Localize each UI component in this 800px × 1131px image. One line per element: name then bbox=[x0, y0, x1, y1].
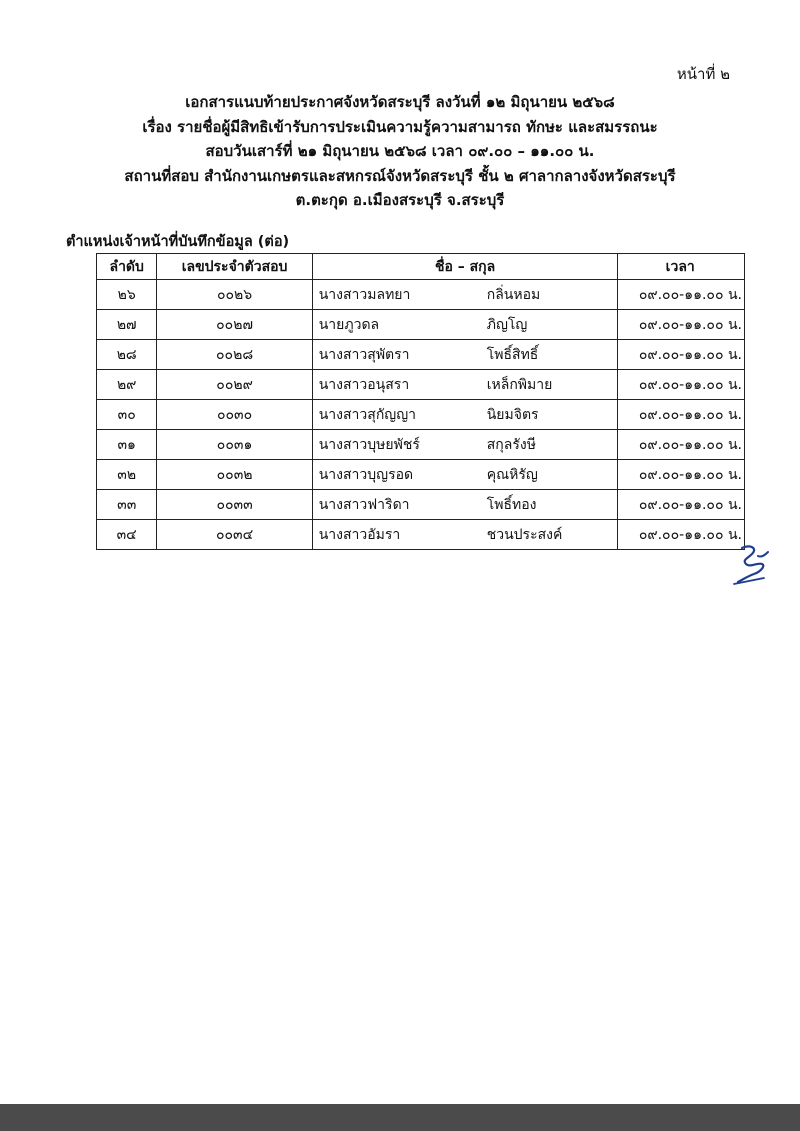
row-exam-id: ๐๐๒๗ bbox=[157, 310, 312, 340]
row-time: ๐๙.๐๐-๑๑.๐๐ น. bbox=[618, 460, 745, 490]
row-last-name: ภิญโญ bbox=[486, 316, 528, 333]
signature-icon bbox=[728, 540, 776, 588]
table-row bbox=[97, 280, 745, 310]
row-exam-id: ๐๐๒๙ bbox=[157, 370, 312, 400]
row-exam-id: ๐๐๓๓ bbox=[157, 490, 312, 520]
row-last-name: กลิ่นหอม bbox=[486, 286, 541, 303]
table-row bbox=[97, 400, 745, 430]
row-time: ๐๙.๐๐-๑๑.๐๐ น. bbox=[618, 310, 745, 340]
row-index: ๒๖ bbox=[97, 280, 157, 310]
table-row bbox=[97, 490, 745, 520]
row-last-name: นิยมจิตร bbox=[486, 406, 539, 423]
row-first-name: นางสาวอัมรา bbox=[318, 526, 401, 543]
header-line-5: ต.ตะกุด อ.เมืองสระบุรี จ.สระบุรี bbox=[295, 191, 505, 209]
row-index: ๓๐ bbox=[97, 400, 157, 430]
row-last-name: ชวนประสงค์ bbox=[486, 526, 563, 543]
position-title: ตำแหน่งเจ้าหน้าที่บันทึกข้อมูล (ต่อ) bbox=[66, 234, 290, 250]
row-last-name: คุณหิรัญ bbox=[486, 466, 538, 483]
row-index: ๒๙ bbox=[97, 370, 157, 400]
row-time: ๐๙.๐๐-๑๑.๐๐ น. bbox=[618, 400, 745, 430]
row-first-name: นางสาวสุกัญญา bbox=[318, 406, 417, 423]
row-time: ๐๙.๐๐-๑๑.๐๐ น. bbox=[618, 490, 745, 520]
column-header-time: เวลา bbox=[618, 254, 745, 280]
row-name bbox=[312, 430, 618, 460]
row-name bbox=[312, 370, 618, 400]
row-name bbox=[312, 520, 618, 550]
row-first-name: นางสาวบุษยพัชร์ bbox=[318, 436, 420, 453]
candidate-table bbox=[96, 253, 745, 550]
row-last-name: โพธิ์ทอง bbox=[486, 496, 537, 513]
row-first-name: นางสาวอนุสรา bbox=[318, 376, 410, 393]
page-number: หน้าที่ ๒ bbox=[676, 65, 730, 83]
row-exam-id: ๐๐๓๐ bbox=[157, 400, 312, 430]
row-first-name: นายภูวดล bbox=[318, 316, 380, 333]
row-exam-id: ๐๐๓๑ bbox=[157, 430, 312, 460]
row-index: ๓๓ bbox=[97, 490, 157, 520]
row-name bbox=[312, 400, 618, 430]
row-first-name: นางสาวสุพัตรา bbox=[318, 346, 410, 363]
row-time: ๐๙.๐๐-๑๑.๐๐ น. bbox=[618, 280, 745, 310]
row-index: ๓๑ bbox=[97, 430, 157, 460]
row-name bbox=[312, 460, 618, 490]
table-row bbox=[97, 520, 745, 550]
table-row bbox=[97, 310, 745, 340]
row-first-name: นางสาวบุญรอด bbox=[318, 466, 414, 483]
header-line-4: สถานที่สอบ สำนักงานเกษตรและสหกรณ์จังหวัดสระบุรี ชั้น ๒ ศาลากลางจังหวัดสระบุรี bbox=[124, 166, 676, 185]
table-row bbox=[97, 430, 745, 460]
row-exam-id: ๐๐๒๘ bbox=[157, 340, 312, 370]
row-last-name: เหล็กพิมาย bbox=[486, 376, 553, 393]
row-time: ๐๙.๐๐-๑๑.๐๐ น. bbox=[618, 340, 745, 370]
row-last-name: โพธิ์สิทธิ์ bbox=[486, 346, 539, 363]
header-line-2: เรื่อง รายชื่อผู้มีสิทธิเข้ารับการประเมินความรู้ความสามารถ ทักษะ และสมรรถนะ bbox=[142, 117, 658, 136]
row-name bbox=[312, 490, 618, 520]
row-index: ๓๔ bbox=[97, 520, 157, 550]
row-exam-id: ๐๐๒๖ bbox=[157, 280, 312, 310]
row-exam-id: ๐๐๓๔ bbox=[157, 520, 312, 550]
scan-edge-bar bbox=[0, 1104, 800, 1131]
row-time: ๐๙.๐๐-๑๑.๐๐ น. bbox=[618, 520, 745, 550]
row-name bbox=[312, 340, 618, 370]
row-exam-id: ๐๐๓๒ bbox=[157, 460, 312, 490]
row-name bbox=[312, 280, 618, 310]
row-index: ๒๗ bbox=[97, 310, 157, 340]
row-time: ๐๙.๐๐-๑๑.๐๐ น. bbox=[618, 370, 745, 400]
row-name bbox=[312, 310, 618, 340]
table-row bbox=[97, 340, 745, 370]
column-header-exam-id: เลขประจำตัวสอบ bbox=[157, 254, 312, 280]
row-index: ๓๒ bbox=[97, 460, 157, 490]
document-header bbox=[0, 90, 800, 213]
column-header-index: ลำดับ bbox=[97, 254, 157, 280]
row-first-name: นางสาวฟาริดา bbox=[318, 496, 410, 513]
table-row bbox=[97, 370, 745, 400]
header-line-3: สอบวันเสาร์ที่ ๒๑ มิถุนายน ๒๕๖๘ เวลา ๐๙.๐๐ – ๑๑.๐๐ น. bbox=[205, 142, 595, 160]
row-index: ๒๘ bbox=[97, 340, 157, 370]
row-time: ๐๙.๐๐-๑๑.๐๐ น. bbox=[618, 430, 745, 460]
row-last-name: สกุลรังษี bbox=[486, 436, 536, 453]
header-line-1: เอกสารแนบท้ายประกาศจังหวัดสระบุรี ลงวันที่ ๑๒ มิถุนายน ๒๕๖๘ bbox=[185, 93, 615, 111]
table-row bbox=[97, 460, 745, 490]
table-header-row bbox=[97, 254, 745, 280]
row-first-name: นางสาวมลทยา bbox=[318, 286, 411, 303]
column-header-name: ชื่อ – สกุล bbox=[312, 254, 618, 280]
